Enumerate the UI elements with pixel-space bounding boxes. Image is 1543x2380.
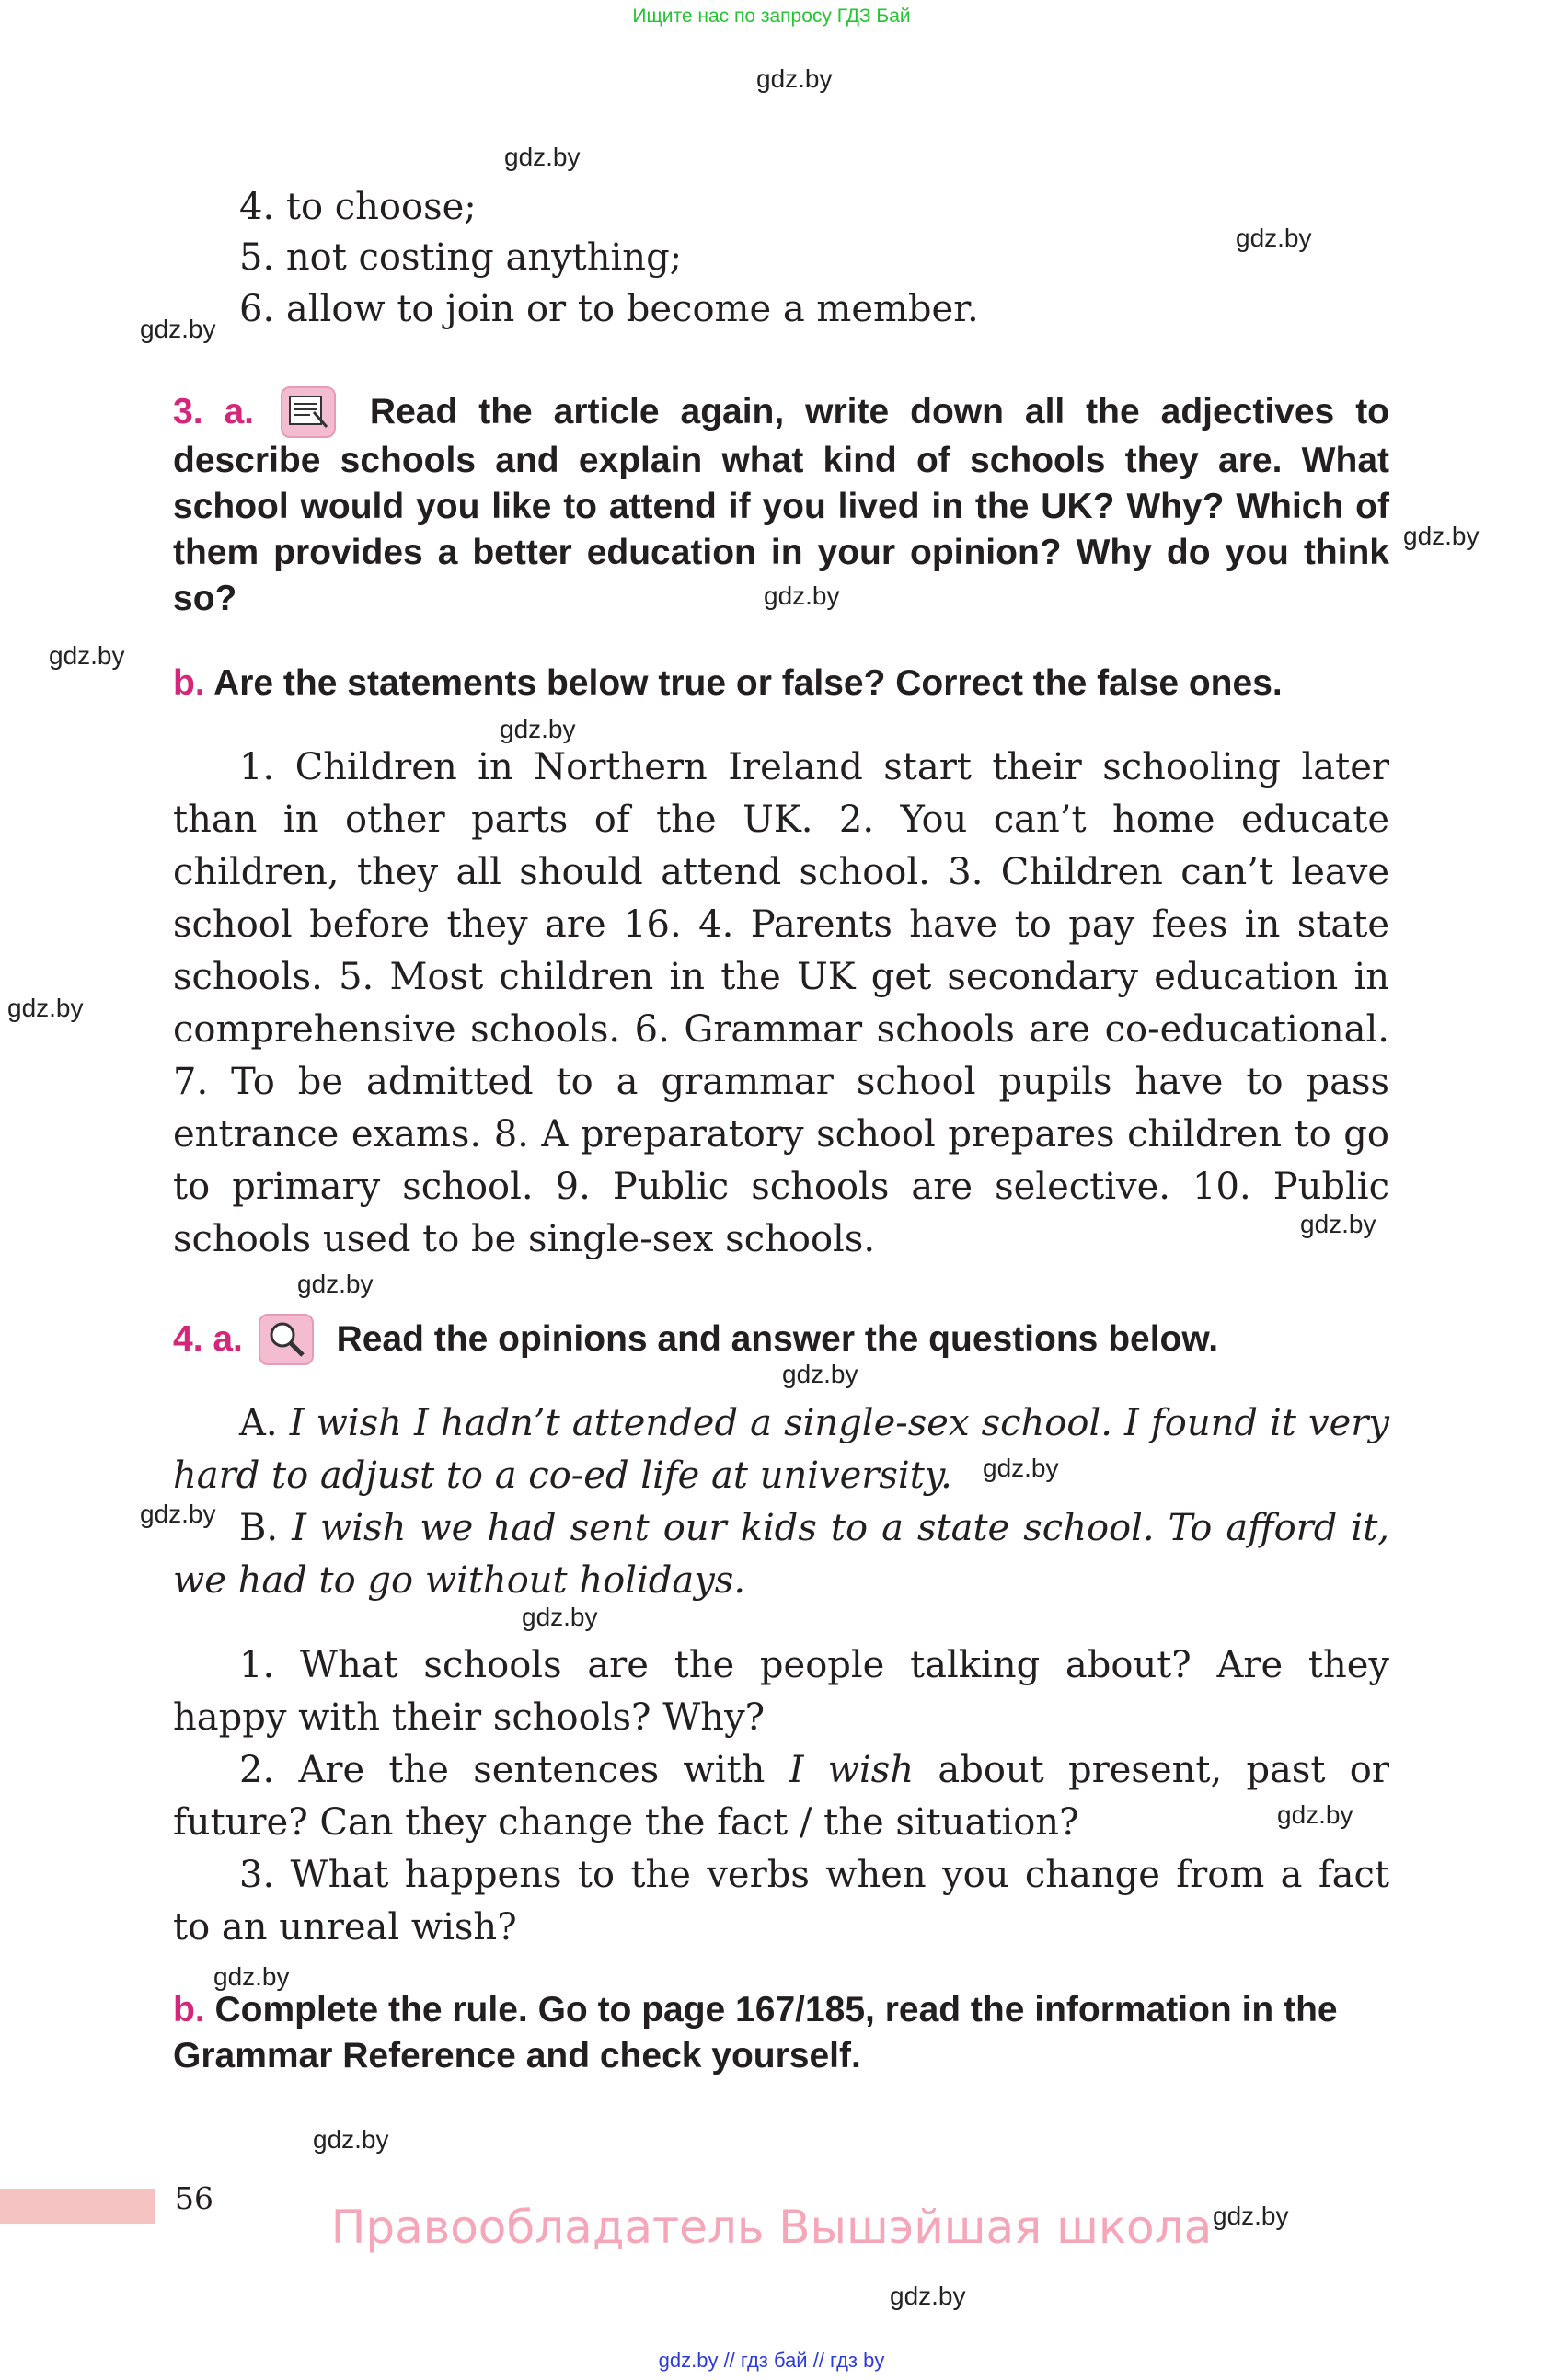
question-1: 1. What schools are the people talking about? Are they happy with their schools? Why?: [173, 1644, 1389, 1739]
exercise-3b-statements: 1. Children in Northern Ireland start their schooling later than in other parts of the UK. 2. You can’t home educate children, they all should attend school. 3. Children can’t leave school before they are 16. 4. Parents have to pay fees in state schools. 5. Most children in the UK get secondary education in comprehensive schools. 6. Grammar schools are co-educational. 7. To be admitted to a grammar school pupils have to pass entrance exams. 8. A preparatory school prepares children to go to primary school. 9. Public schools are selective. 10. Public schools used to be single-sex schools.: [173, 746, 1389, 1260]
watermark: gdz.by: [504, 143, 581, 171]
watermark: gdz.by: [213, 1962, 290, 1991]
opinion-b: B. I wish we had sent our kids to a state school. To afford it, we had to go without holidays.: [173, 1507, 1390, 1602]
watermark: gdz.by: [1300, 1210, 1376, 1238]
watermark: gdz.by: [297, 1270, 374, 1298]
exercise-number: 3. a.: [173, 392, 254, 431]
exercise-4a-instruction: [173, 1314, 1389, 1365]
page-number: 56: [175, 2180, 213, 2216]
watermark: gdz.by: [1236, 224, 1312, 252]
exercise-letter: b.: [173, 1990, 205, 2029]
watermark: gdz.by: [313, 2125, 389, 2154]
exercise-number: 4. a.: [173, 1319, 243, 1359]
list-item: 6. allow to join or to become a member.: [239, 288, 979, 330]
watermark: gdz.by: [140, 315, 216, 343]
top-banner: Ищите нас по запросу ГДЗ Бай: [632, 6, 911, 27]
exercise-3a: [173, 386, 1389, 622]
watermark: gdz.by: [1213, 2202, 1289, 2230]
exercise-letter: b.: [173, 663, 205, 703]
exercise-4b: [173, 1987, 1389, 2079]
watermark: gdz.by: [140, 1500, 216, 1528]
exercise-3a-text: Read the article again, write down all the adjectives to describe schools and explain what kind of schools they are. What school would you like to attend if you lived in the UK? Why? Which of them provides a better education in your opinion? Why do you think so?: [173, 392, 1389, 618]
watermark: gdz.by: [500, 715, 576, 743]
reading-text-icon: [281, 386, 336, 438]
watermark: gdz.by: [49, 641, 125, 670]
list-item: 4. to choose;: [239, 186, 477, 228]
instruction-text: Read the opinions and answer the questions below.: [336, 1319, 1219, 1359]
watermark: gdz.by: [522, 1603, 598, 1631]
watermark: gdz.by: [7, 994, 84, 1022]
watermark: gdz.by: [782, 1360, 858, 1388]
exercise-4b-text: Complete the rule. Go to page 167/185, read the information in the Grammar Reference and check yourself.: [173, 1990, 1338, 2075]
watermark: gdz.by: [1277, 1800, 1353, 1829]
list-item: 5. not costing anything;: [239, 236, 683, 279]
watermark: gdz.by: [764, 581, 840, 610]
question-2: 2. Are the sentences with I wish about present, past or future? Can they change the fact / the situation?: [173, 1749, 1389, 1844]
footer-links: gdz.by // гдз бай // гдз by: [658, 2349, 885, 2372]
watermark: gdz.by: [1403, 522, 1480, 550]
watermark: gdz.by: [983, 1454, 1059, 1482]
opinion-a: A. I wish I hadn’t attended a single-sex school. I found it very hard to adjust to a co-ed life at university.: [173, 1402, 1389, 1497]
magnifier-icon: [259, 1314, 314, 1365]
instruction-text: Are the statements below true or false? Correct the false ones.: [213, 663, 1283, 703]
watermark: gdz.by: [756, 64, 833, 93]
question-3: 3. What happens to the verbs when you change from a fact to an unreal wish?: [173, 1854, 1389, 1949]
exercise-3b-instruction: [173, 661, 1389, 707]
watermark: gdz.by: [890, 2282, 966, 2310]
copyright-notice: Правообладатель Вышэйшая школа: [330, 2201, 1213, 2254]
